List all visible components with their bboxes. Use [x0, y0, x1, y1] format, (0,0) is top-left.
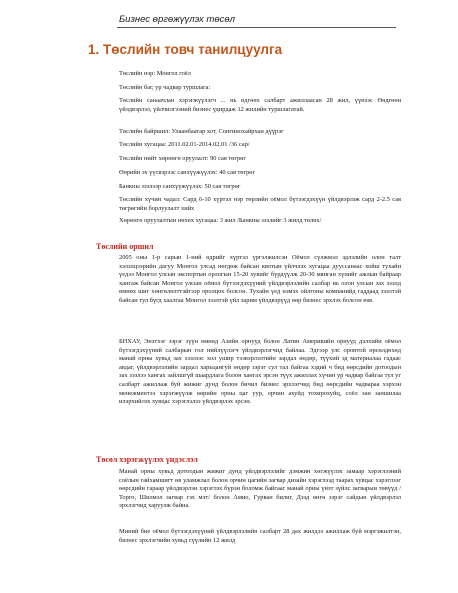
header-rule: [117, 27, 396, 28]
section-title: 1. Төслийн товч танилцуулга: [88, 42, 283, 57]
total-investment: Төслийн нийт хөрөнгө оруулалт: 90 сая төгрөг: [119, 155, 246, 162]
payback-period: Хөрөнгө оруулалтын нөхөх хугацаа: 3 жил /Банкны зээлийг 3 жилд төлөх/: [119, 217, 322, 224]
implementation-paragraph-1: Манай орны хувьд дотоодын жижиг дунд үйлдвэрлэлийг дэмжин хөгжүүлэх замаар хэрэглээний соёлын гайхамшигт өв уламжлал болон орчин цагийн загвар дизайн хэрэглээд таарах хувцас хэрэглээг өөрсдийн гараар үйлдвэрлэн хэрэглэх бүрэн боломж байгааг манай орны үнэт зүйлс загварын төвүүд /Торго, Шилмэл загвар гэх мэт/ болон Амио, Гурван билиг, Дээд өнгө зэрэг сайдын үйлдвэрлэл эрхлэгчид харуулж байна.: [119, 468, 401, 510]
production-capacity: Төслийн хүчин чадал: Сард 6-10 хүртэл нэр төрлийн оёмол бүтээгдэхүүн үйлдвэрлэж сард 2-2.5 сая төгрөгийн борлуулалт хийх: [119, 196, 401, 212]
origin-paragraph-2: БНХАУ, Энэтхэг зэрэг зүүн өмнөд Азийн орнууд болон Латин Америкийн орнууд дэлхийн оёмол бүтээгдэхүүний салбарын гол нийлүүлэгч үйлдвэрлэгчид байлаа. Эдгээр улс оронтой өрсөлдөхөд манай орны хувьд зах зээлээс хол ушир тээвэрлэлтийн зардал өндөр, түүхий эд материалаа гадаас авдаг, үйлдвэрлэлийн зардал харьцангуй өндөр зэрэг сул тал байгаа хэдий ч бид өөрсдийн дотоодын зах зээлээ хангах зайлшгүй шаардлага болон хангах эрсэн түүх ажиллах хүчин ур чадвар байгаа тул уг салбарт ажиллаж буй жижиг дунд болон бичил бизнес эрхлэгчид бид өөрсдийн чадвараа хэрхэн менежментээ хэрэгжүүлж өөрийн орны цаг уур, орчин ахуйд тохирохуйц, соёл зан заншилаа илэрхийлэх хувцас хэрэглэлээ үйлдвэрлэх эрсэн.: [119, 338, 401, 406]
team-experience-text: Төслийн санаачлан хэрэгжүүлэгч ... нь өдгөөх салбарт ажиллаасан 28 жил, үүнээс Өөдгөөн үйлдвэрлэл, үйлчилгээний бизнес удирдаж 12 жилийн туршлагатай.: [119, 97, 401, 113]
project-duration: Төслийн хугацаа: 2011.02.01-2014.02.01 /36 сар/: [119, 141, 250, 148]
team-experience-label: Төслийн баг, ур чадвар туршлага:: [119, 84, 211, 91]
running-header: Бизнес өргөжүүлэх төсөл: [119, 14, 236, 25]
project-name: Төслийн нэр: Монгол гоёл: [119, 70, 191, 77]
bank-loan: Банкны зээлээр санхүүжүүлэх: 50 сая төгрөг: [119, 183, 241, 190]
implementation-paragraph-2: Миний бие оёмол бүтээгдэхүүний үйлдвэрлэлийн салбарт 28 дах жилдээ ажиллаж буй мэргэжилтэн, бизнес эрхлэгчийн хувьд сүүлийн 12 жилд: [119, 528, 401, 544]
origin-heading: Төслийн оршил: [96, 242, 154, 251]
origin-paragraph-1: 2005 оны 1-р сарын 1-ний өдрийг хүртэл үргэлжилсэн Оёмол сүлжмэл эдлэлийн олон талт хэлэлцээрийн дагуу Монгол улсад нөгдөж байсан квотын үйлчлэх хугацаа дууссанаас хойш тухайн үедээ Монгол улсын экспортын орлогын 15-20 хувийг бүрдүүлж 20-30 мянган хүнийг ажлын байраар хангаж байсан Монгол улсын оёмол бүтээгдэхүүний үйлдвэрлэлийн салбар нь олон улсын зах зээлд өмнөх шиг хөнгөлөлттэйгээр оролцох болсон. Тухайн үед нэмэх ойлгоны компанийд гаддаад зээлтэй байсан тул бүгд хаалгаа Монгол зээлтэй үйл зарим үйлдвэрүүд өөр бизнес эрхлэх болсон юм.: [119, 254, 401, 304]
implementation-heading: Төсөл хэрэгжүүлэх үндэслэл: [96, 455, 198, 464]
own-funding: Өөрийн эх үүсвэрээс санхүүжүүлэх: 40 сая төгрөг: [119, 169, 256, 176]
project-location: Төслийн байршил: Улаанбаатар хот, Сонгинохайрхан дүүрэг: [119, 128, 284, 135]
